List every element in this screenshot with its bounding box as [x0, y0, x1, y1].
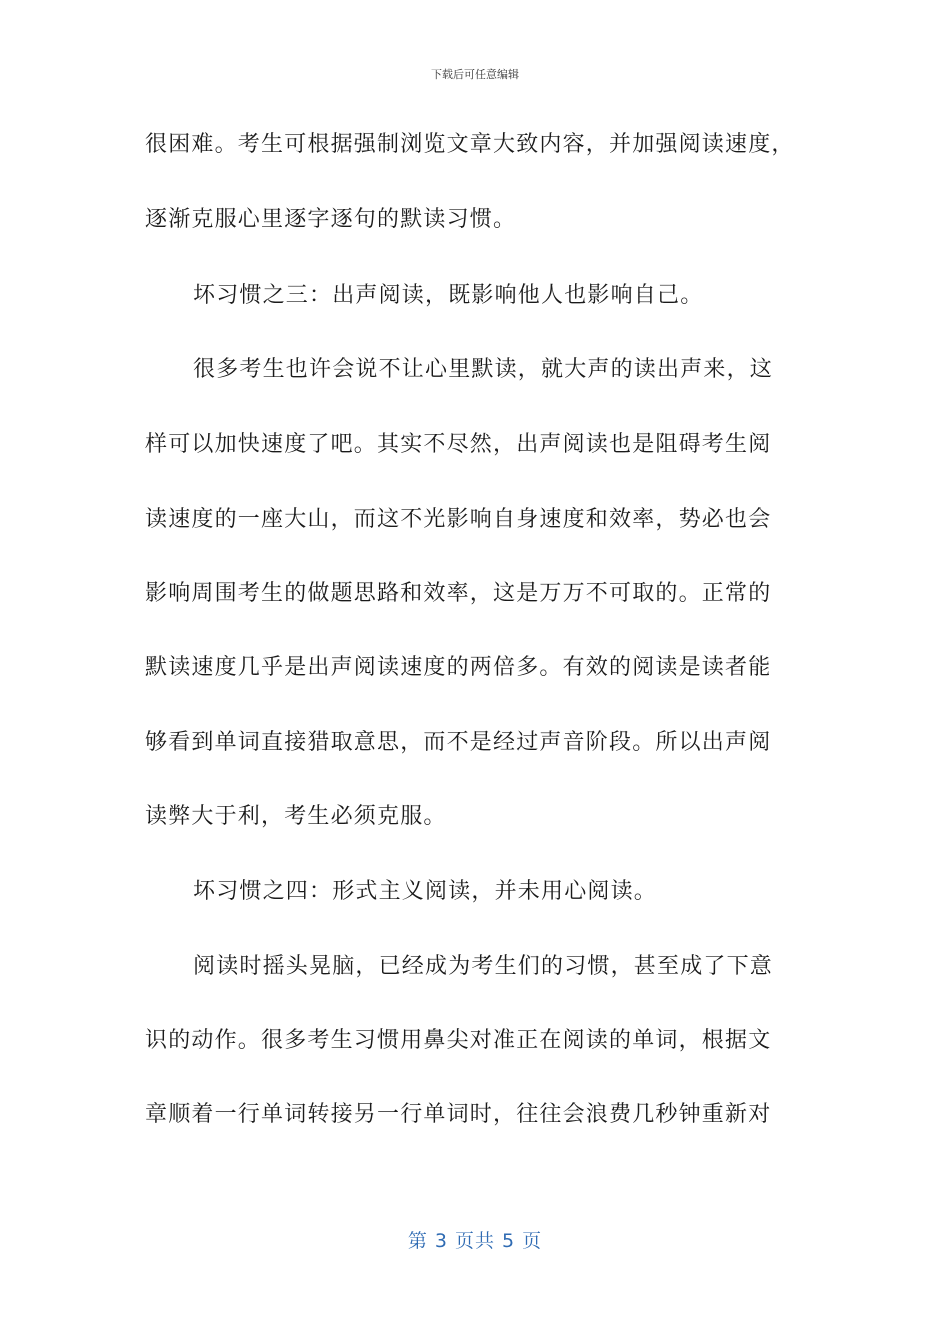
text-line: 识的动作。很多考生习惯用鼻尖对准正在阅读的单词，根据文 [145, 1028, 772, 1053]
section-heading: 坏习惯之四：形式主义阅读，并未用心阅读。 [193, 879, 658, 904]
page-header: 下载后可任意编辑 [431, 68, 519, 81]
text-line: 很困难。考生可根据强制浏览文章大致内容，并加强阅读速度， [145, 132, 795, 157]
text-line: 够看到单词直接猎取意思，而不是经过声音阶段。所以出声阅 [145, 730, 772, 755]
text-line: 读速度的一座大山，而这不光影响自身速度和效率，势必也会 [145, 507, 772, 532]
text-line: 章顺着一行单词转接另一行单词时，往往会浪费几秒钟重新对 [145, 1102, 772, 1127]
text-line: 很多考生也许会说不让心里默读，就大声的读出声来，这 [193, 357, 774, 382]
text-line: 读弊大于利，考生必须克服。 [145, 804, 447, 829]
section-heading: 坏习惯之三：出声阅读，既影响他人也影响自己。 [193, 283, 704, 308]
text-line: 默读速度几乎是出声阅读速度的两倍多。有效的阅读是读者能 [145, 655, 772, 680]
text-line: 阅读时摇头晃脑，已经成为考生们的习惯，甚至成了下意 [193, 954, 774, 979]
text-line: 逐渐克服心里逐字逐句的默读习惯。 [145, 207, 517, 232]
page-number-footer: 第 3 页共 5 页 [407, 1230, 543, 1252]
text-line: 影响周围考生的做题思路和效率，这是万万不可取的。正常的 [145, 581, 772, 606]
text-line: 样可以加快速度了吧。其实不尽然，出声阅读也是阻碍考生阅 [145, 432, 772, 457]
